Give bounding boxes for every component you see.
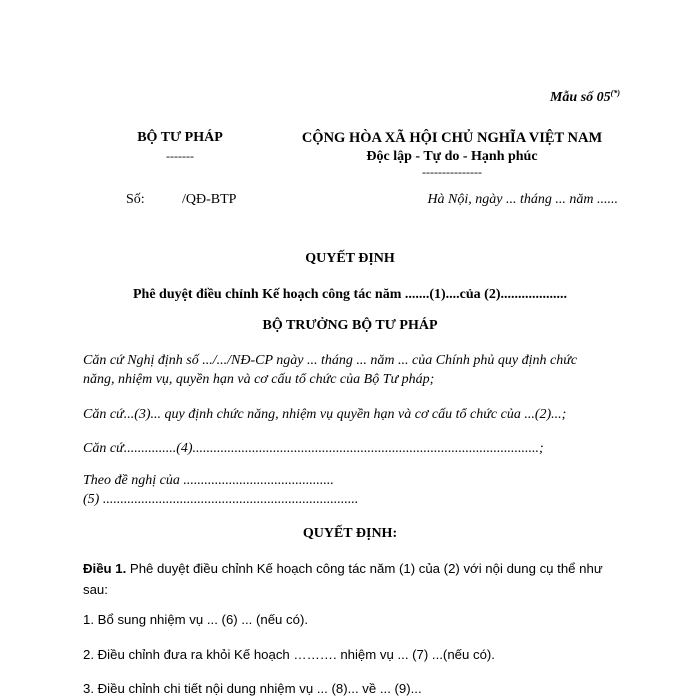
- doc-number-label: Số:: [126, 192, 145, 207]
- article-1-label: Điều 1.: [83, 561, 127, 576]
- national-motto: Độc lập - Tự do - Hạnh phúc: [366, 149, 538, 164]
- national-underline: ---------------: [422, 165, 482, 179]
- doc-number-suffix: /QĐ-BTP: [182, 192, 237, 207]
- basis-4-line-a: Theo đề nghị của ...........................................: [83, 473, 334, 488]
- decide-heading: QUYẾT ĐỊNH:: [302, 526, 398, 541]
- form-number-text: Mẫu số 05: [549, 90, 611, 105]
- agency-name: BỘ TƯ PHÁP: [137, 130, 223, 145]
- article-1-item-1: 1. Bổ sung nhiệm vụ ... (6) ... (nếu có).: [83, 612, 309, 627]
- doc-type-title: QUYẾT ĐỊNH: [305, 251, 395, 266]
- doc-subject: Phê duyệt điều chỉnh Kế hoạch công tác năm .......(1)....của (2)...................: [133, 287, 567, 302]
- basis-3: Căn cứ...............(4)...................................................................................................;: [83, 441, 544, 456]
- article-1-item-2: 2. Điều chỉnh đưa ra khỏi Kế hoạch ………. nhiệm vụ ... (7) ...(nếu có).: [83, 647, 495, 662]
- basis-2: Căn cứ...(3)... quy định chức năng, nhiệm vụ quyền hạn và cơ cấu tổ chức của ...(2)...;: [83, 407, 567, 422]
- issuer-title: BỘ TRƯỞNG BỘ TƯ PHÁP: [262, 318, 438, 333]
- agency-underline: -------: [166, 149, 194, 163]
- article-1-text: Phê duyệt điều chỉnh Kế hoạch công tác năm (1) của (2) với nội dung cụ thể như: [126, 561, 603, 576]
- article-1-line-b: sau:: [83, 582, 108, 597]
- basis-1-line-a: Căn cứ Nghị định số .../.../NĐ-CP ngày ... tháng ... năm ... của Chính phủ quy định chức: [83, 353, 578, 368]
- basis-4-line-b: (5) .........................................................................: [83, 492, 359, 507]
- article-1-item-3: 3. Điều chỉnh chi tiết nội dung nhiệm vụ ... (8)... về ... (9)...: [83, 681, 422, 696]
- article-1-line-a: [83, 561, 603, 576]
- place-date: Hà Nội, ngày ... tháng ... năm ......: [427, 192, 618, 207]
- form-number-note: (*): [610, 88, 620, 98]
- form-number: [550, 90, 620, 106]
- basis-1-line-b: năng, nhiệm vụ, quyền hạn và cơ cấu tổ chức của Bộ Tư pháp;: [83, 372, 435, 387]
- national-title: CỘNG HÒA XÃ HỘI CHỦ NGHĨA VIỆT NAM: [301, 130, 603, 146]
